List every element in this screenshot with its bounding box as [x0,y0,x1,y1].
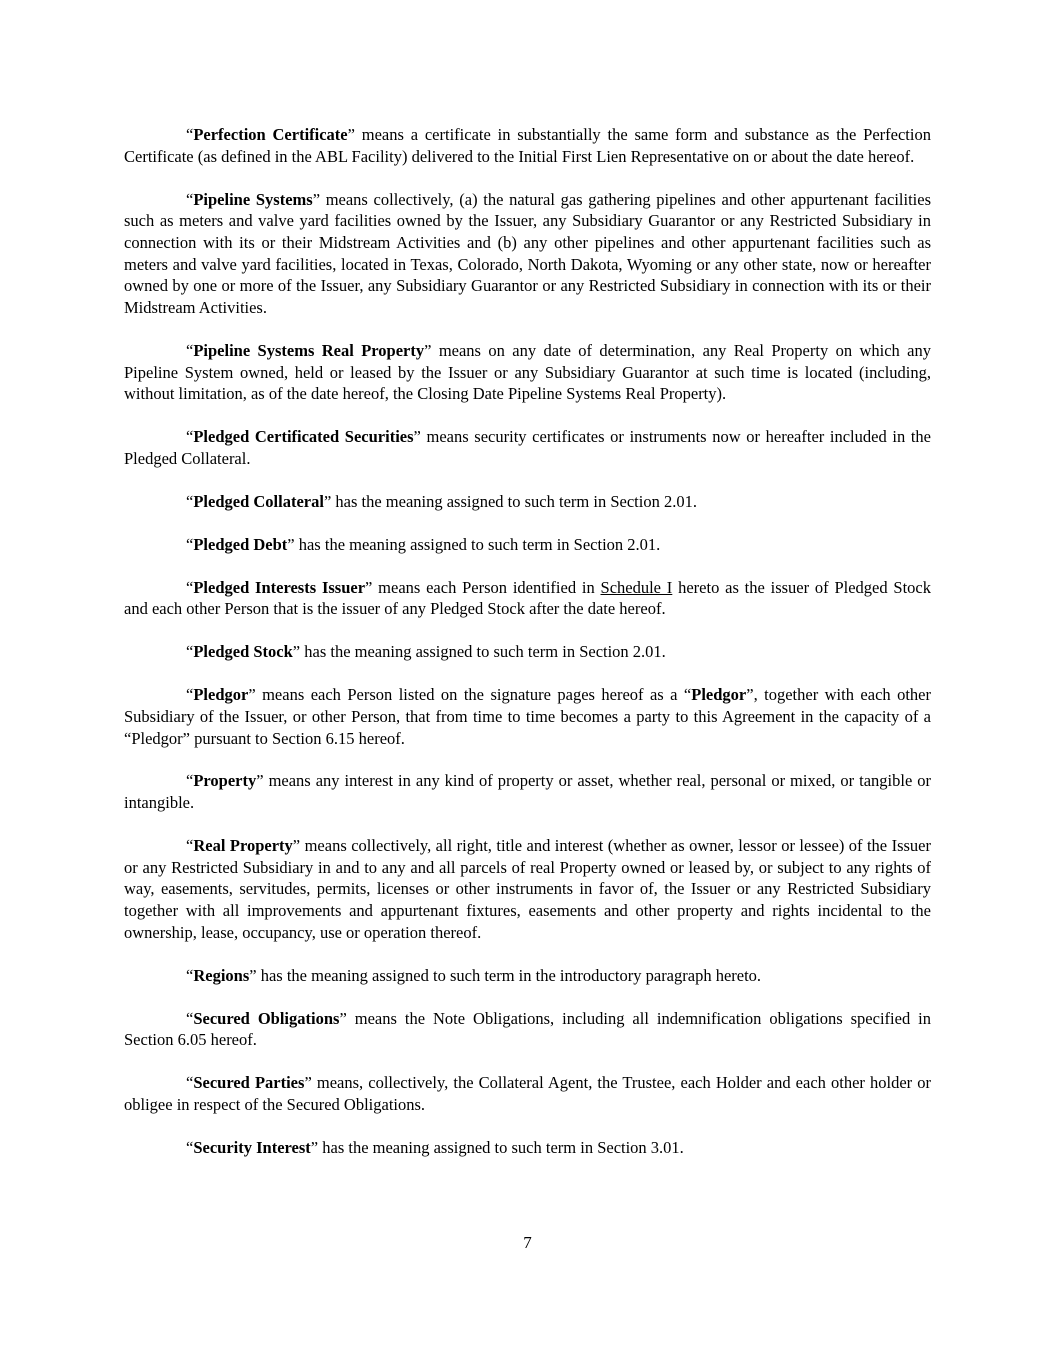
definition-pledged-stock: “Pledged Stock” has the meaning assigned to such term in Section 2.01. [186,642,666,662]
document-page [124,124,931,1180]
defined-term: Regions [193,965,250,985]
definition-perfection-certificate: “Perfection Certificate” means a certificate in substantially the same form and substance as the Perfection Certificate (as defined in the ABL Facility) delivered to the Initial First Lien Representative on or about the date hereof. [124,125,931,166]
definition-text: has the meaning assigned to such term in Section 2.01. [294,534,661,554]
defined-term: Pipeline Systems Real Property [193,341,425,360]
definition-pledged-debt: “Pledged Debt” has the meaning assigned to such term in Section 2.01. [186,534,661,554]
definition-real-property: “Real Property” means collectively, all right, title and interest (whether as owner, lessor or lessee) of the Issuer or any Restricted Subsidiary in and to any and all parcels of real Property owned or leased by, or subject to any rights of way, easements, servitudes, permits, licenses or other instruments in favor of, the Issuer or any Restricted Subsidiary together with all improvements and appurtenant fixtures, easements and other property and rights incidental to the ownership, lease, occupancy, use or operation thereof. [124,836,931,942]
page-number: 7 [523,1233,532,1252]
definition-pipeline-systems-real-property: “Pipeline Systems Real Property” means on any date of determination, any Real Property on which any Pipeline System owned, held or leased by the Issuer or any Subsidiary Guarantor at such time is located (including, without limitation, as of the date hereof, the Closing Date Pipeline Systems Real Property). [124,341,931,404]
definition-text: has the meaning assigned to such term in the introductory paragraph hereto. [256,965,762,985]
defined-term: Pledged Collateral [193,491,324,511]
definition-pledged-collateral: “Pledged Collateral” has the meaning assigned to such term in Section 2.01. [186,491,697,511]
definition-text: means, collectively, the Collateral Agent, the Trustee, each Holder and each other holder or obligee in respect of the Secured Obligations. [124,1073,931,1114]
definition-text: hereto as the issuer of Pledged Stock and each other Person that is the issuer of any Pledged Stock after the date hereof. [124,577,931,619]
definition-text: means collectively, all right, title and interest (whether as owner, lessor or lessee) of the Issuer or any Restricted Subsidiary in and to any and all parcels of real Property owned or leased by, or subject to any rights of way, easements, servitudes, permits, licenses or other instruments in favor of, the Issuer or any Restricted Subsidiary together with all improvements and appurtenant fixtures, easements and other property and rights incidental to the ownership, lease, occupancy, use or operation thereof. [124,836,931,942]
defined-term: Pipeline Systems [193,189,313,209]
definition-text: means a certificate in substantially the same form and substance as the Perfection Certificate (as defined in the ABL Facility) delivered to the Initial First Lien Representative on or about the date hereof. [124,125,931,166]
definition-pledged-certificated-securities: “Pledged Certificated Securities” means security certificates or instruments now or hereafter included in the Pledged Collateral. [124,427,931,468]
definition-text: means on any date of determination, any Real Property on which any Pipeline System owned, held or leased by the Issuer or any Subsidiary Guarantor at such time is located (including, without limitation, as of the date hereof, the Closing Date Pipeline Systems Real Property). [124,341,931,404]
definition-pledged-interests-issuer: “Pledged Interests Issuer” means each Person identified in Schedule I hereto as the issuer of Pledged Stock and each other Person that is the issuer of any Pledged Stock after the date hereof. [124,577,931,619]
defined-term: Pledgor [193,685,249,705]
defined-term: Pledged Debt [193,534,288,554]
schedule-reference: Schedule I [600,577,673,597]
definition-text: means any interest in any kind of property or asset, whether real, personal or mixed, or tangible or intangible. [124,771,931,813]
definition-text: means the Note Obligations, including all indemnification obligations specified in Section 6.05 hereof. [124,1008,931,1050]
definition-text: has the meaning assigned to such term in Section 2.01. [300,642,666,662]
defined-term: Perfection Certificate [193,125,348,144]
definition-security-interest: “Security Interest” has the meaning assigned to such term in Section 3.01. [186,1137,684,1157]
definition-secured-parties: “Secured Parties” means, collectively, the Collateral Agent, the Trustee, each Holder and each other holder or obligee in respect of the Secured Obligations. [124,1073,931,1114]
definition-text: has the meaning assigned to such term in Section 3.01. [318,1137,684,1157]
definition-text: has the meaning assigned to such term in Section 2.01. [331,491,697,511]
definition-text: ”, together with each other Subsidiary of the Issuer, or other Person, that from time to time becomes a party to this Agreement in the capacity of a “Pledgor” pursuant to Section 6.15 hereof. [124,685,931,748]
defined-term: Pledged Certificated Securities [193,427,414,447]
defined-term: Pledged Interests Issuer [193,577,366,597]
defined-term: Secured Parties [193,1073,305,1093]
definition-text: means security certificates or instruments now or hereafter included in the Pledged Collateral. [124,427,931,468]
defined-term-inline: Pledgor [691,685,747,705]
definition-regions: “Regions” has the meaning assigned to such term in the introductory paragraph hereto. [186,965,762,985]
definition-text: means each Person listed on the signature pages hereof as a “ [255,685,692,705]
defined-term: Secured Obligations [193,1008,340,1028]
defined-term: Property [193,771,257,791]
definition-pipeline-systems: “Pipeline Systems” means collectively, (a) the natural gas gathering pipelines and other appurtenant facilities such as meters and valve yard facilities owned by the Issuer, any Subsidiary Guarantor or any Restricted Subsidiary in connection with its or their Midstream Activities and (b) any other pipelines and other appurtenant facilities such as meters and valve yard facilities, located in Texas, Colorado, North Dakota, Wyoming or any other state, now or hereafter owned by one or more of the Issuer, any Subsidiary Guarantor or any Restricted Subsidiary in connection with its or their Midstream Activities. [124,189,931,318]
definition-text: means collectively, (a) the natural gas gathering pipelines and other appurtenant facilities such as meters and valve yard facilities owned by the Issuer, any Subsidiary Guarantor or any Restricted Subsidiary in connection with its or their Midstream Activities and (b) any other pipelines and other appurtenant facilities such as meters and valve yard facilities, located in Texas, Colorado, North Dakota, Wyoming or any other state, now or hereafter owned by one or more of the Issuer, any Subsidiary Guarantor or any Restricted Subsidiary in connection with its or their Midstream Activities. [124,189,931,318]
definition-secured-obligations: “Secured Obligations” means the Note Obligations, including all indemnification obligations specified in Section 6.05 hereof. [124,1008,931,1050]
defined-term: Real Property [193,836,293,856]
definition-property: “Property” means any interest in any kind of property or asset, whether real, personal or mixed, or tangible or intangible. [124,771,931,813]
defined-term: Pledged Stock [193,642,293,662]
definition-pledgor: “Pledgor” means each Person listed on the signature pages hereof as a “Pledgor”, together with each other Subsidiary of the Issuer, or other Person, that from time to time becomes a party to this Agreement in the capacity of a “Pledgor” pursuant to Section 6.15 hereof. [124,685,931,748]
defined-term: Security Interest [193,1137,311,1157]
definition-text: means each Person identified in [372,577,601,597]
